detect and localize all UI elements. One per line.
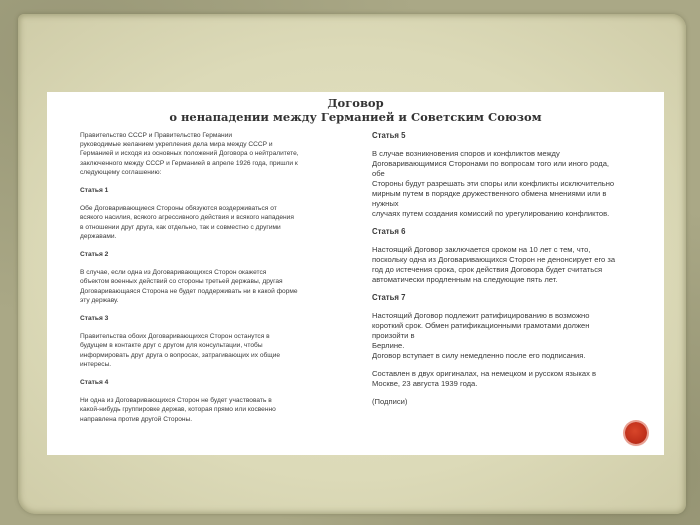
article-heading: Статья 6 <box>372 227 406 236</box>
document-title <box>47 96 664 124</box>
article-text: Обе Договаривающиеся Стороны обязуются воздерживаться от всякого насилия, всякого агрессивного действия и всякого нападения в отношении друг друга, как отдельно, так и совместно с другими державами. <box>80 205 294 240</box>
article-heading: Статья 5 <box>372 131 406 140</box>
article-text: Правительства обоих Договаривающихся Сторон останутся в будущем в контакте друг с другом для консультации, чтобы информировать друг друга о вопросах, затрагивающих их общие интересы. <box>80 333 281 368</box>
article-1 <box>80 186 350 241</box>
treaty-document-image <box>47 92 664 455</box>
article-heading: Статья 2 <box>80 251 109 259</box>
closing-text: Составлен в двух оригиналах, на немецком и русском языках в Москве, 23 августа 1939 года. <box>372 369 597 388</box>
article-heading: Статья 3 <box>80 315 109 323</box>
article-5 <box>372 131 647 219</box>
signatures: (Подписи) <box>372 397 408 406</box>
article-heading: Статья 1 <box>80 187 109 195</box>
article-text: Настоящий Договор подлежит ратифицированию в возможно короткий срок. Обмен ратификационными грамотами должен произойти в Берлине. Договор вступает в силу немедленно после его подписания. <box>372 311 590 360</box>
article-7 <box>372 293 647 361</box>
title-line-2: о ненападении между Германией и Советским Союзом <box>169 110 542 124</box>
article-text: В случае, если одна из Договаривающихся Сторон окажется объектом военных действий со стороны третьей державы, другая Договаривающаяся Сторона не будет поддерживать ни в какой форме эту державу. <box>80 269 298 304</box>
article-text: В случае возникновения споров и конфликтов между Договаривающимися Сторонами по вопросам того или иного рода, обе Стороны будут разрешать эти споры или конфликты исключительно мирным путем в порядке дружественного обмена мнениями или в нужных случаях путем создания комиссий по урегулированию конфликтов. <box>372 149 615 218</box>
title-line-1: Договор <box>327 96 384 110</box>
red-circle-nav-button[interactable] <box>625 422 647 444</box>
left-column <box>80 131 350 433</box>
article-2 <box>80 250 350 305</box>
article-heading: Статья 4 <box>80 379 109 387</box>
article-6 <box>372 227 647 285</box>
article-text: Настоящий Договор заключается сроком на 10 лет с тем, что, поскольку одна из Договаривающихся Сторон не денонсирует его за год до истечения срока, срок действия Договора будет считаться автоматически продленным на следующие пять лет. <box>372 245 616 284</box>
article-3 <box>80 314 350 369</box>
right-column <box>372 131 647 415</box>
preamble: Правительство СССР и Правительство Германии руководимые желанием укрепления дела мира между СССР и Германией и исходя из основных положений Договора о нейтралитете, заключенного между СССР и Германией в апреле 1926 года, пришли к следующему соглашению: <box>80 132 299 176</box>
article-4 <box>80 378 350 424</box>
article-text: Ни одна из Договаривающихся Сторон не будет участвовать в какой-нибудь группировке держав, которая прямо или косвенно направлена против другой Стороны. <box>80 397 276 423</box>
article-heading: Статья 7 <box>372 293 406 302</box>
